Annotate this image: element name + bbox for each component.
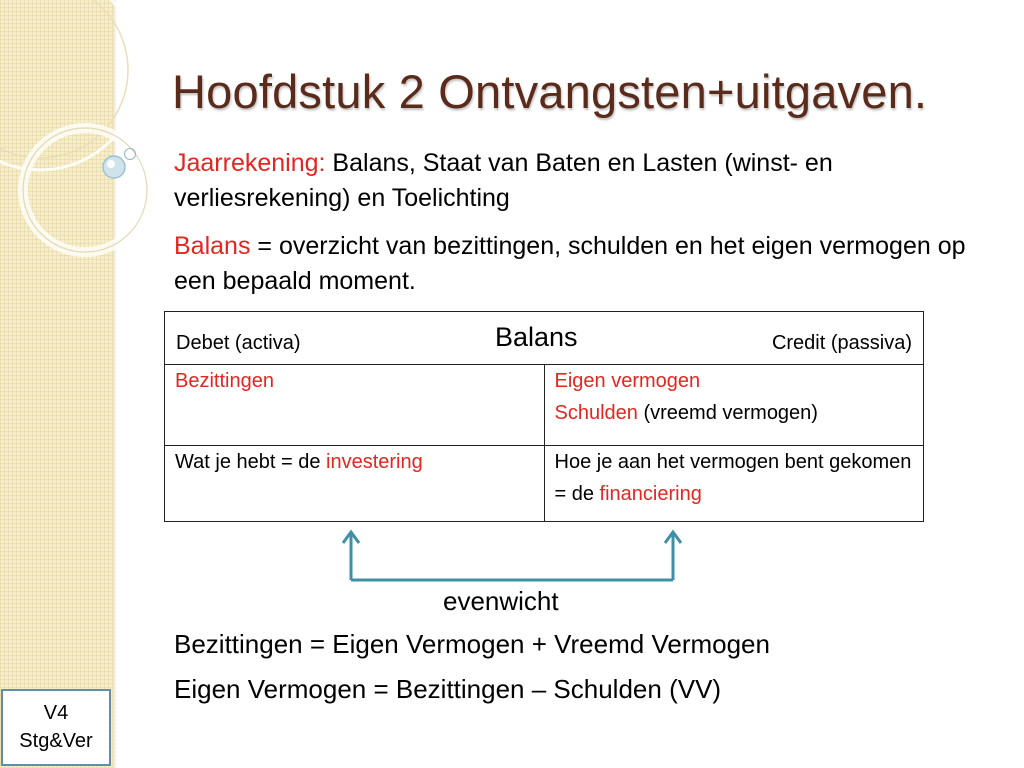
table-row [165,365,924,446]
cell-financiering [544,446,924,522]
schulden-line [555,397,914,429]
financiering-text: Hoe je aan het vermogen bent gekomen = de [554,451,912,505]
cell-eigen-vermogen-schulden [544,365,924,446]
balans-text: = overzicht van bezittingen, schulden en het eigen vermogen op een bepaald moment. [174,232,966,295]
header-credit: Credit (passiva) [771,332,912,354]
cell-investering [165,446,545,522]
schulden-text: (vreemd vermogen) [637,402,818,424]
equation-bezittingen: Bezittingen = Eigen Vermogen + Vreemd Vermogen [174,629,770,659]
financiering-term: financiering [599,483,702,505]
balance-table-header [165,312,924,365]
double-up-arrow-connector-icon [338,528,688,582]
course-label: Stg&Ver [19,730,93,752]
jaarrekening-text: Balans, Staat van Baten en Lasten (winst- en verliesrekening) en Toelichting [174,149,833,212]
balans-term: Balans [174,232,251,260]
investering-text: Wat je hebt = de [175,451,327,473]
jaarrekening-term: Jaarrekening: [174,149,326,177]
cell-bezittingen [165,365,545,446]
table-row [165,446,924,522]
schulden-term: Schulden [554,402,638,424]
evenwicht-label: evenwicht [443,586,559,616]
paragraph-jaarrekening [174,146,974,216]
paragraph-balans [174,229,974,299]
balance-table [164,311,924,522]
balance-table-header-row [165,312,924,365]
decorative-rings [0,0,260,260]
equation-eigen-vermogen: Eigen Vermogen = Bezittingen – Schulden (VV) [174,674,722,704]
header-debet: Debet (activa) [176,332,301,354]
slide-title: Hoofdstuk 2 Ontvangsten+uitgaven. [172,65,928,118]
version-label: V4 [43,702,69,724]
bezittingen-label: Bezittingen [175,370,274,392]
eigen-vermogen-label: Eigen vermogen [554,370,701,392]
header-balans: Balans [495,322,578,352]
investering-term: investering [326,451,423,473]
version-box [1,689,111,766]
circle-bullet-icon [124,148,136,160]
